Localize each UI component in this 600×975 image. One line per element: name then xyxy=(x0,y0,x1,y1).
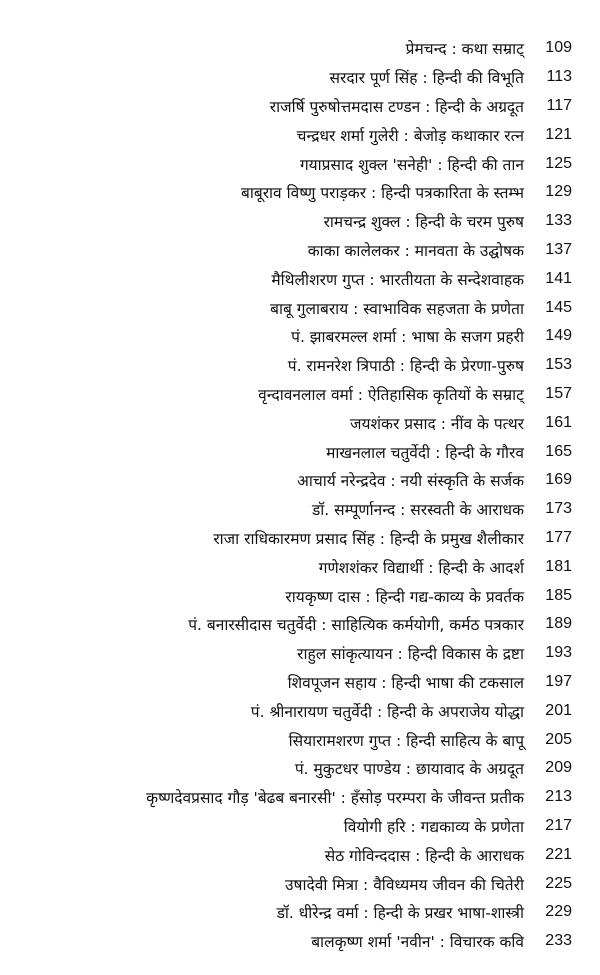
toc-page-number: 225 xyxy=(545,874,572,892)
toc-entry-title: पं. मुकुटधर पाण्डेय : छायावाद के अग्रदूत xyxy=(294,760,524,779)
toc-page-number: 165 xyxy=(545,442,572,460)
toc-entry-title: रामचन्द्र शुक्ल : हिन्दी के चरम पुरुष xyxy=(323,213,524,232)
toc-entry-title: आचार्य नरेन्द्रदेव : नयी संस्कृति के सर्जक xyxy=(297,472,524,491)
toc-entry-title: बालकृष्ण शर्मा 'नवीन' : विचारक कवि xyxy=(311,933,524,952)
toc-entry xyxy=(0,812,600,841)
toc-page-number: 205 xyxy=(545,730,572,748)
toc-page-number: 145 xyxy=(545,298,572,316)
toc-page-number: 125 xyxy=(545,154,572,172)
toc-entry-title: प्रेमचन्द : कथा सम्राट् xyxy=(405,40,524,59)
table-of-contents xyxy=(0,34,600,956)
toc-page-number: 133 xyxy=(545,212,572,230)
toc-entry-title: सरदार पूर्ण सिंह : हिन्दी की विभूति xyxy=(329,69,524,88)
toc-page-number: 173 xyxy=(545,500,572,518)
toc-entry xyxy=(0,552,600,581)
toc-page-number: 213 xyxy=(545,788,572,806)
toc-entry-title: शिवपूजन सहाय : हिन्दी भाषा की टकसाल xyxy=(287,673,524,692)
toc-page-number: 201 xyxy=(545,701,572,719)
toc-entry-title: गणेशशंकर विद्यार्थी : हिन्दी के आदर्श xyxy=(318,558,524,577)
toc-page-number: 153 xyxy=(545,356,572,374)
toc-entry-title: राजर्षि पुरुषोत्तमदास टण्डन : हिन्दी के अग्रदूत xyxy=(269,97,524,116)
toc-entry-title: राहुल सांकृत्यायन : हिन्दी विकास के द्रष्टा xyxy=(297,645,524,664)
toc-entry-title: कृष्णदेवप्रसाद गौड़ 'बेढब बनारसी' : हँसोड़ परम्परा के जीवन्त प्रतीक xyxy=(146,789,524,808)
toc-entry xyxy=(0,437,600,466)
toc-page-number: 109 xyxy=(545,39,572,57)
toc-entry-title: डॉ. धीरेन्द्र वर्मा : हिन्दी के प्रखर भाषा-शास्त्री xyxy=(276,904,524,923)
toc-entry-title: पं. श्रीनारायण चतुर्वेदी : हिन्दी के अपराजेय योद्धा xyxy=(250,702,524,721)
toc-entry xyxy=(0,466,600,495)
toc-entry xyxy=(0,696,600,725)
toc-entry xyxy=(0,264,600,293)
toc-entry-title: बाबू गुलाबराय : स्वाभाविक सहजता के प्रणेता xyxy=(270,299,524,318)
toc-entry xyxy=(0,322,600,351)
toc-page-number: 217 xyxy=(545,816,572,834)
toc-page-number: 169 xyxy=(545,471,572,489)
toc-entry-title: जयशंकर प्रसाद : नींव के पत्थर xyxy=(350,414,524,433)
toc-entry-title: राजा राधिकारमण प्रसाद सिंह : हिन्दी के प्रमुख शैलीकार xyxy=(213,529,524,548)
toc-entry xyxy=(0,178,600,207)
toc-entry xyxy=(0,207,600,236)
toc-entry xyxy=(0,236,600,265)
toc-entry xyxy=(0,293,600,322)
toc-entry-title: पं. बनारसीदास चतुर्वेदी : साहित्यिक कर्मयोगी, कर्मठ पत्रकार xyxy=(188,616,524,635)
toc-entry xyxy=(0,149,600,178)
toc-page-number: 185 xyxy=(545,586,572,604)
toc-entry-title: बाबूराव विष्णु पराड़कर : हिन्दी पत्रकारिता के स्तम्भ xyxy=(240,184,524,203)
toc-page-number: 149 xyxy=(545,327,572,345)
toc-entry xyxy=(0,668,600,697)
toc-entry-title: उषादेवी मित्रा : वैविध्यमय जीवन की चितेरी xyxy=(285,875,524,894)
toc-page-number: 141 xyxy=(545,269,572,287)
toc-page-number: 137 xyxy=(545,240,572,258)
toc-entry-title: गयाप्रसाद शुक्ल 'सनेही' : हिन्दी की तान xyxy=(299,155,524,174)
toc-page-number: 117 xyxy=(546,96,572,114)
toc-entry-title: काका कालेलकर : मानवता के उद्घोषक xyxy=(307,241,524,260)
toc-page-number: 229 xyxy=(545,903,572,921)
toc-entry-title: वृन्दावनलाल वर्मा : ऐतिहासिक कृतियों के सम्राट् xyxy=(258,385,524,404)
toc-page-number: 189 xyxy=(545,615,572,633)
toc-entry xyxy=(0,92,600,121)
toc-entry xyxy=(0,725,600,754)
toc-entry xyxy=(0,639,600,668)
toc-page-number: 177 xyxy=(545,528,572,546)
toc-page-number: 121 xyxy=(545,125,572,143)
toc-entry xyxy=(0,408,600,437)
toc-entry xyxy=(0,783,600,812)
toc-entry xyxy=(0,754,600,783)
toc-entry-title: वियोगी हरि : गद्यकाव्य के प्रणेता xyxy=(343,817,524,836)
toc-entry-title: सियारामशरण गुप्त : हिन्दी साहित्य के बापू xyxy=(288,731,524,750)
toc-page-number: 233 xyxy=(545,932,572,950)
toc-page-number: 197 xyxy=(545,672,572,690)
toc-page-number: 161 xyxy=(545,413,572,431)
toc-entry xyxy=(0,34,600,63)
toc-page-number: 157 xyxy=(545,384,572,402)
toc-page-number: 221 xyxy=(545,845,572,863)
toc-entry-title: सेठ गोविन्ददास : हिन्दी के आराधक xyxy=(324,846,524,865)
toc-entry-title: चन्द्रधर शर्मा गुलेरी : बेजोड़ कथाकार रत्न xyxy=(296,126,524,145)
toc-page-number: 129 xyxy=(545,183,572,201)
toc-entry xyxy=(0,63,600,92)
toc-entry xyxy=(0,840,600,869)
toc-entry xyxy=(0,898,600,927)
toc-entry xyxy=(0,610,600,639)
toc-page-number: 193 xyxy=(545,644,572,662)
toc-entry xyxy=(0,380,600,409)
toc-entry-title: पं. झाबरमल्ल शर्मा : भाषा के सजग प्रहरी xyxy=(291,328,524,347)
toc-entry-title: माखनलाल चतुर्वेदी : हिन्दी के गौरव xyxy=(326,443,524,462)
toc-entry xyxy=(0,869,600,898)
toc-entry-title: रायकृष्ण दास : हिन्दी गद्य-काव्य के प्रवर्तक xyxy=(285,587,524,606)
toc-page-number: 113 xyxy=(546,68,572,86)
toc-entry xyxy=(0,524,600,553)
toc-entry xyxy=(0,927,600,956)
toc-page-number: 209 xyxy=(545,759,572,777)
toc-entry xyxy=(0,495,600,524)
toc-entry xyxy=(0,120,600,149)
toc-entry xyxy=(0,351,600,380)
toc-entry-title: पं. रामनरेश त्रिपाठी : हिन्दी के प्रेरणा-पुरुष xyxy=(287,357,524,376)
toc-page-number: 181 xyxy=(545,557,572,575)
toc-entry-title: मैथिलीशरण गुप्त : भारतीयता के सन्देशवाहक xyxy=(271,270,524,289)
toc-entry xyxy=(0,581,600,610)
toc-entry-title: डॉ. सम्पूर्णानन्द : सरस्वती के आराधक xyxy=(311,501,524,520)
